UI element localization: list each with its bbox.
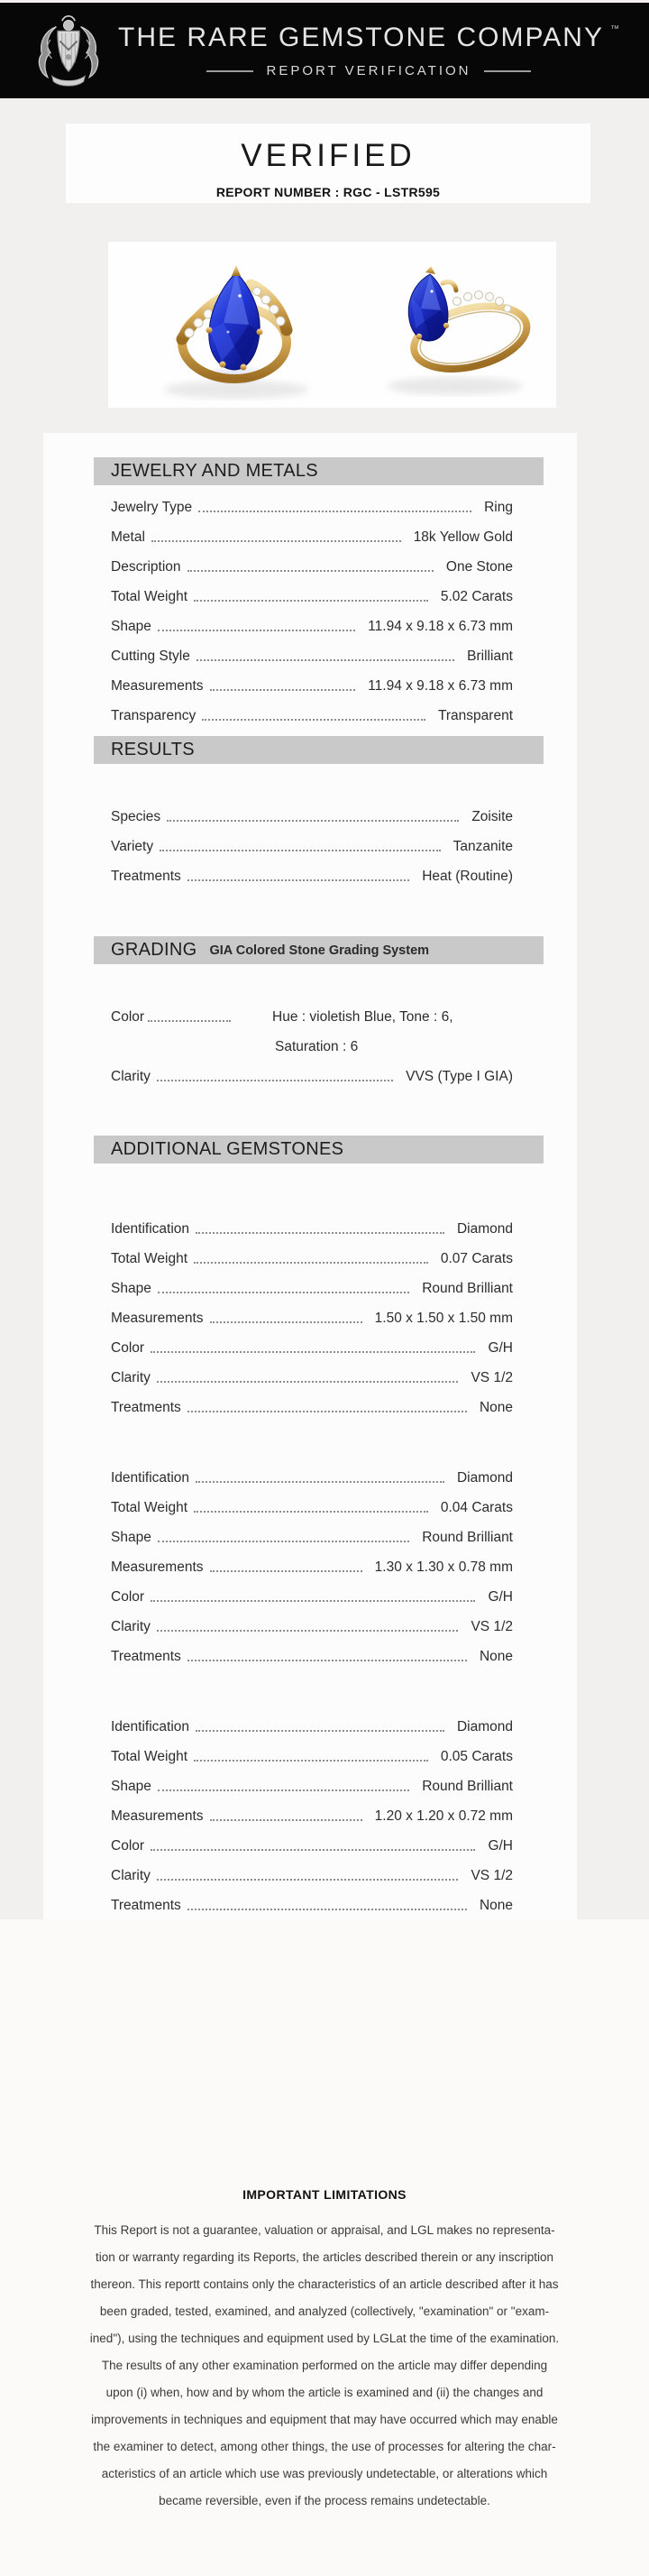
spec-rows [111, 491, 513, 729]
dotted-leader [210, 1321, 362, 1323]
dotted-leader [151, 1849, 475, 1851]
table-row [111, 1030, 513, 1060]
spec-label: Description [111, 559, 181, 575]
report-body [43, 433, 577, 1921]
spec-rows [111, 1000, 513, 1090]
trademark-symbol: ™ [609, 24, 619, 34]
spec-label: Total Weight [111, 1251, 188, 1266]
dotted-leader [158, 630, 355, 631]
dotted-leader [187, 1909, 467, 1910]
spec-label: Shape [111, 1530, 151, 1545]
spec-label: Total Weight [111, 1500, 188, 1515]
dotted-leader [210, 1570, 362, 1572]
ring-photos [108, 242, 556, 408]
section-grading [43, 936, 577, 1090]
table-row [111, 1710, 513, 1740]
table-row [111, 1610, 513, 1640]
table-row [111, 639, 513, 669]
section-header-bar [94, 457, 544, 485]
table-row [111, 1521, 513, 1550]
spec-value: None [479, 1649, 513, 1664]
spec-value: VS 1/2 [471, 1619, 513, 1634]
table-row [111, 1272, 513, 1302]
table-row [111, 1212, 513, 1242]
spec-value: Round Brilliant [422, 1779, 513, 1794]
section-title: GRADING [111, 940, 197, 960]
dotted-leader [160, 850, 441, 851]
verification-status-panel [66, 124, 590, 203]
spec-label: Shape [111, 1281, 151, 1296]
spec-value: None [479, 1898, 513, 1913]
spec-label: Species [111, 809, 161, 824]
table-row [111, 1829, 513, 1859]
spec-label: Measurements [111, 1559, 204, 1575]
spec-value: 11.94 x 9.18 x 6.73 mm [368, 619, 513, 634]
spec-label: Treatments [111, 1649, 181, 1664]
dotted-leader [148, 1020, 231, 1022]
spec-value: G/H [488, 1589, 513, 1605]
table-row [111, 1580, 513, 1610]
gemstone-block-2 [111, 1461, 513, 1670]
spec-value: None [479, 1400, 513, 1415]
spec-label: Identification [111, 1470, 190, 1486]
table-row [111, 669, 513, 699]
spec-value: Diamond [456, 1221, 513, 1237]
spec-label: Transparency [111, 708, 197, 723]
dotted-leader [194, 600, 428, 602]
spec-value: G/H [488, 1838, 513, 1854]
dotted-leader [198, 511, 471, 512]
limitations-text-line: thereon. This reportt contains only the characteristics of an article described after it has [90, 2277, 559, 2291]
company-name: THE RARE GEMSTONE COMPANY [118, 23, 604, 52]
section-results [43, 736, 577, 889]
spec-label: Metal [111, 529, 145, 545]
company-crest-icon [32, 11, 105, 90]
dotted-leader [187, 570, 434, 572]
spec-value: 18k Yellow Gold [413, 529, 513, 545]
dotted-leader [197, 659, 454, 661]
spec-value: One Stone [445, 559, 513, 575]
table-row [111, 699, 513, 729]
table-row [111, 1550, 513, 1580]
table-row [111, 1491, 513, 1521]
spec-value: 1.20 x 1.20 x 0.72 mm [374, 1808, 513, 1824]
spec-value: VS 1/2 [471, 1868, 513, 1883]
spec-value: 0.07 Carats [440, 1251, 513, 1266]
spec-label: Shape [111, 619, 151, 634]
limitations-title: IMPORTANT LIMITATIONS [242, 2187, 407, 2202]
limitations-text-line: tion or warranty regarding its Reports, the articles described therein or any inscription [96, 2250, 553, 2264]
table-row [111, 520, 513, 550]
spec-value: 11.94 x 9.18 x 6.73 mm [368, 678, 513, 694]
spec-value: Zoisite [471, 809, 513, 824]
dotted-leader [194, 1760, 428, 1762]
limitations-text-line: upon (i) when, how and by whom the article is examined and (ii) the changes and [105, 2386, 544, 2399]
spec-label: Cutting Style [111, 649, 190, 664]
section-title: JEWELRY AND METALS [111, 461, 318, 481]
spec-value: Brilliant [467, 649, 513, 664]
spec-label: Jewelry Type [111, 500, 193, 515]
spec-value: Transparent [438, 708, 513, 723]
dotted-leader [158, 1292, 409, 1293]
spec-value: Diamond [456, 1470, 513, 1486]
dotted-leader [151, 540, 401, 542]
dotted-leader [196, 1481, 444, 1483]
spec-value: Heat (Routine) [422, 869, 513, 884]
dotted-leader [187, 1411, 467, 1412]
dotted-leader [210, 689, 356, 691]
table-row [111, 1331, 513, 1361]
section-header-bar [94, 936, 544, 964]
dotted-leader [187, 879, 409, 881]
spec-label: Treatments [111, 869, 181, 884]
section-additional-gemstones [43, 1136, 577, 1918]
dotted-leader [158, 1541, 409, 1542]
spec-label: Clarity [111, 1069, 151, 1084]
dotted-leader [151, 1600, 475, 1602]
spec-label: Identification [111, 1221, 190, 1237]
table-row [111, 830, 513, 860]
dotted-leader [157, 1381, 459, 1383]
spec-value: Ring [484, 500, 513, 515]
dotted-leader [157, 1879, 459, 1881]
table-row [111, 1391, 513, 1421]
right-dash-divider [484, 70, 531, 72]
spec-value: 1.30 x 1.30 x 0.78 mm [374, 1559, 513, 1575]
left-dash-divider [206, 70, 253, 72]
table-row [111, 491, 513, 520]
dotted-leader [196, 1232, 444, 1234]
dotted-leader [157, 1080, 393, 1081]
gemstone-block-1 [111, 1212, 513, 1421]
limitations-text-line: This Report is not a guarantee, valuation or appraisal, and LGL makes no representa- [94, 2223, 555, 2237]
spec-value: Saturation : 6 [275, 1039, 359, 1054]
spec-label: Measurements [111, 1311, 204, 1326]
spec-label: Clarity [111, 1370, 151, 1385]
table-row [111, 800, 513, 830]
spec-value: 0.04 Carats [440, 1500, 513, 1515]
report-number: REPORT NUMBER : RGC - LSTR595 [215, 185, 441, 199]
ring-front-photo [108, 242, 365, 408]
section-title: RESULTS [111, 740, 195, 759]
table-row [111, 860, 513, 889]
limitations-text-line: The results of any other examination performed on the article may differ depending [101, 2359, 548, 2372]
table-row [111, 1242, 513, 1272]
section-title: ADDITIONAL GEMSTONES [111, 1139, 344, 1159]
spec-label: Measurements [111, 1808, 204, 1824]
spec-value: 5.02 Carats [440, 589, 513, 604]
spec-value: Hue : violetish Blue, Tone : 6, [272, 1009, 453, 1025]
spec-label: Color [111, 1340, 145, 1356]
section-jewelry-and-metals [43, 457, 577, 729]
table-row [111, 1640, 513, 1670]
table-row [111, 580, 513, 610]
table-row [111, 1799, 513, 1829]
dotted-leader [187, 1660, 467, 1661]
dotted-leader [157, 1630, 459, 1632]
spec-label: Variety [111, 839, 154, 854]
spec-rows [111, 800, 513, 889]
dotted-leader [167, 820, 459, 822]
spec-value: Round Brilliant [422, 1530, 513, 1545]
limitations-text-line: acteristics of an article which use was previously undetectable, or alterations which [101, 2467, 548, 2480]
limitations-text-line: improvements in techniques and equipment that may have occurred which may enable [91, 2413, 558, 2426]
dotted-leader [202, 719, 425, 721]
dotted-leader [196, 1730, 444, 1732]
spec-value: VS 1/2 [471, 1370, 513, 1385]
spec-value: Round Brilliant [422, 1281, 513, 1296]
table-row [111, 1361, 513, 1391]
verification-status: VERIFIED [241, 138, 416, 173]
spec-label: Identification [111, 1719, 190, 1734]
table-row [111, 1302, 513, 1331]
table-row [111, 1859, 513, 1889]
limitations-text-line: been graded, tested, examined, and analyzed (collectively, "examination" or "exam- [99, 2305, 550, 2318]
spec-value: VVS (Type I GIA) [406, 1069, 513, 1084]
spec-label: Color [111, 1009, 145, 1025]
spec-value: 0.05 Carats [440, 1749, 513, 1764]
section-subtitle: GIA Colored Stone Grading System [209, 943, 430, 958]
limitations-text-line: the examiner to detect, among other things, the use of processes for altering the char- [93, 2440, 556, 2453]
table-row [111, 1461, 513, 1491]
table-row [111, 1770, 513, 1799]
spec-label: Shape [111, 1779, 151, 1794]
section-header-bar [94, 736, 544, 764]
dotted-leader [194, 1511, 428, 1513]
spec-value: Tanzanite [452, 839, 513, 854]
header-subtitle: REPORT VERIFICATION [266, 63, 471, 78]
spec-label: Clarity [111, 1868, 151, 1883]
page-header [0, 3, 649, 98]
table-row [111, 610, 513, 639]
limitations-text-line: ined"), using the techniques and equipment used by LGLat the time of the examination. [89, 2332, 560, 2345]
spec-label: Treatments [111, 1898, 181, 1913]
spec-label: Total Weight [111, 1749, 188, 1764]
gemstone-block-3 [111, 1710, 513, 1918]
important-limitations [54, 2187, 595, 2515]
table-row [111, 1060, 513, 1090]
spec-value: Diamond [456, 1719, 513, 1734]
spec-value: G/H [488, 1340, 513, 1356]
spec-label: Color [111, 1589, 145, 1605]
spec-value: 1.50 x 1.50 x 1.50 mm [374, 1311, 513, 1326]
ring-side-photo [365, 242, 556, 408]
dotted-leader [210, 1819, 362, 1821]
spec-label: Total Weight [111, 589, 188, 604]
spec-label: Color [111, 1838, 145, 1854]
limitations-text-line: became reversible, even if the process remains undetectable. [159, 2494, 490, 2507]
table-row [111, 1000, 513, 1030]
dotted-leader [158, 1789, 409, 1791]
table-row [111, 550, 513, 580]
section-header-bar [94, 1136, 544, 1164]
spec-label: Clarity [111, 1619, 151, 1634]
table-row [111, 1740, 513, 1770]
dotted-leader [194, 1262, 428, 1264]
header-text-block [105, 23, 649, 78]
table-row [111, 1889, 513, 1918]
spec-label: Measurements [111, 678, 204, 694]
dotted-leader [151, 1351, 475, 1353]
spec-label: Treatments [111, 1400, 181, 1415]
